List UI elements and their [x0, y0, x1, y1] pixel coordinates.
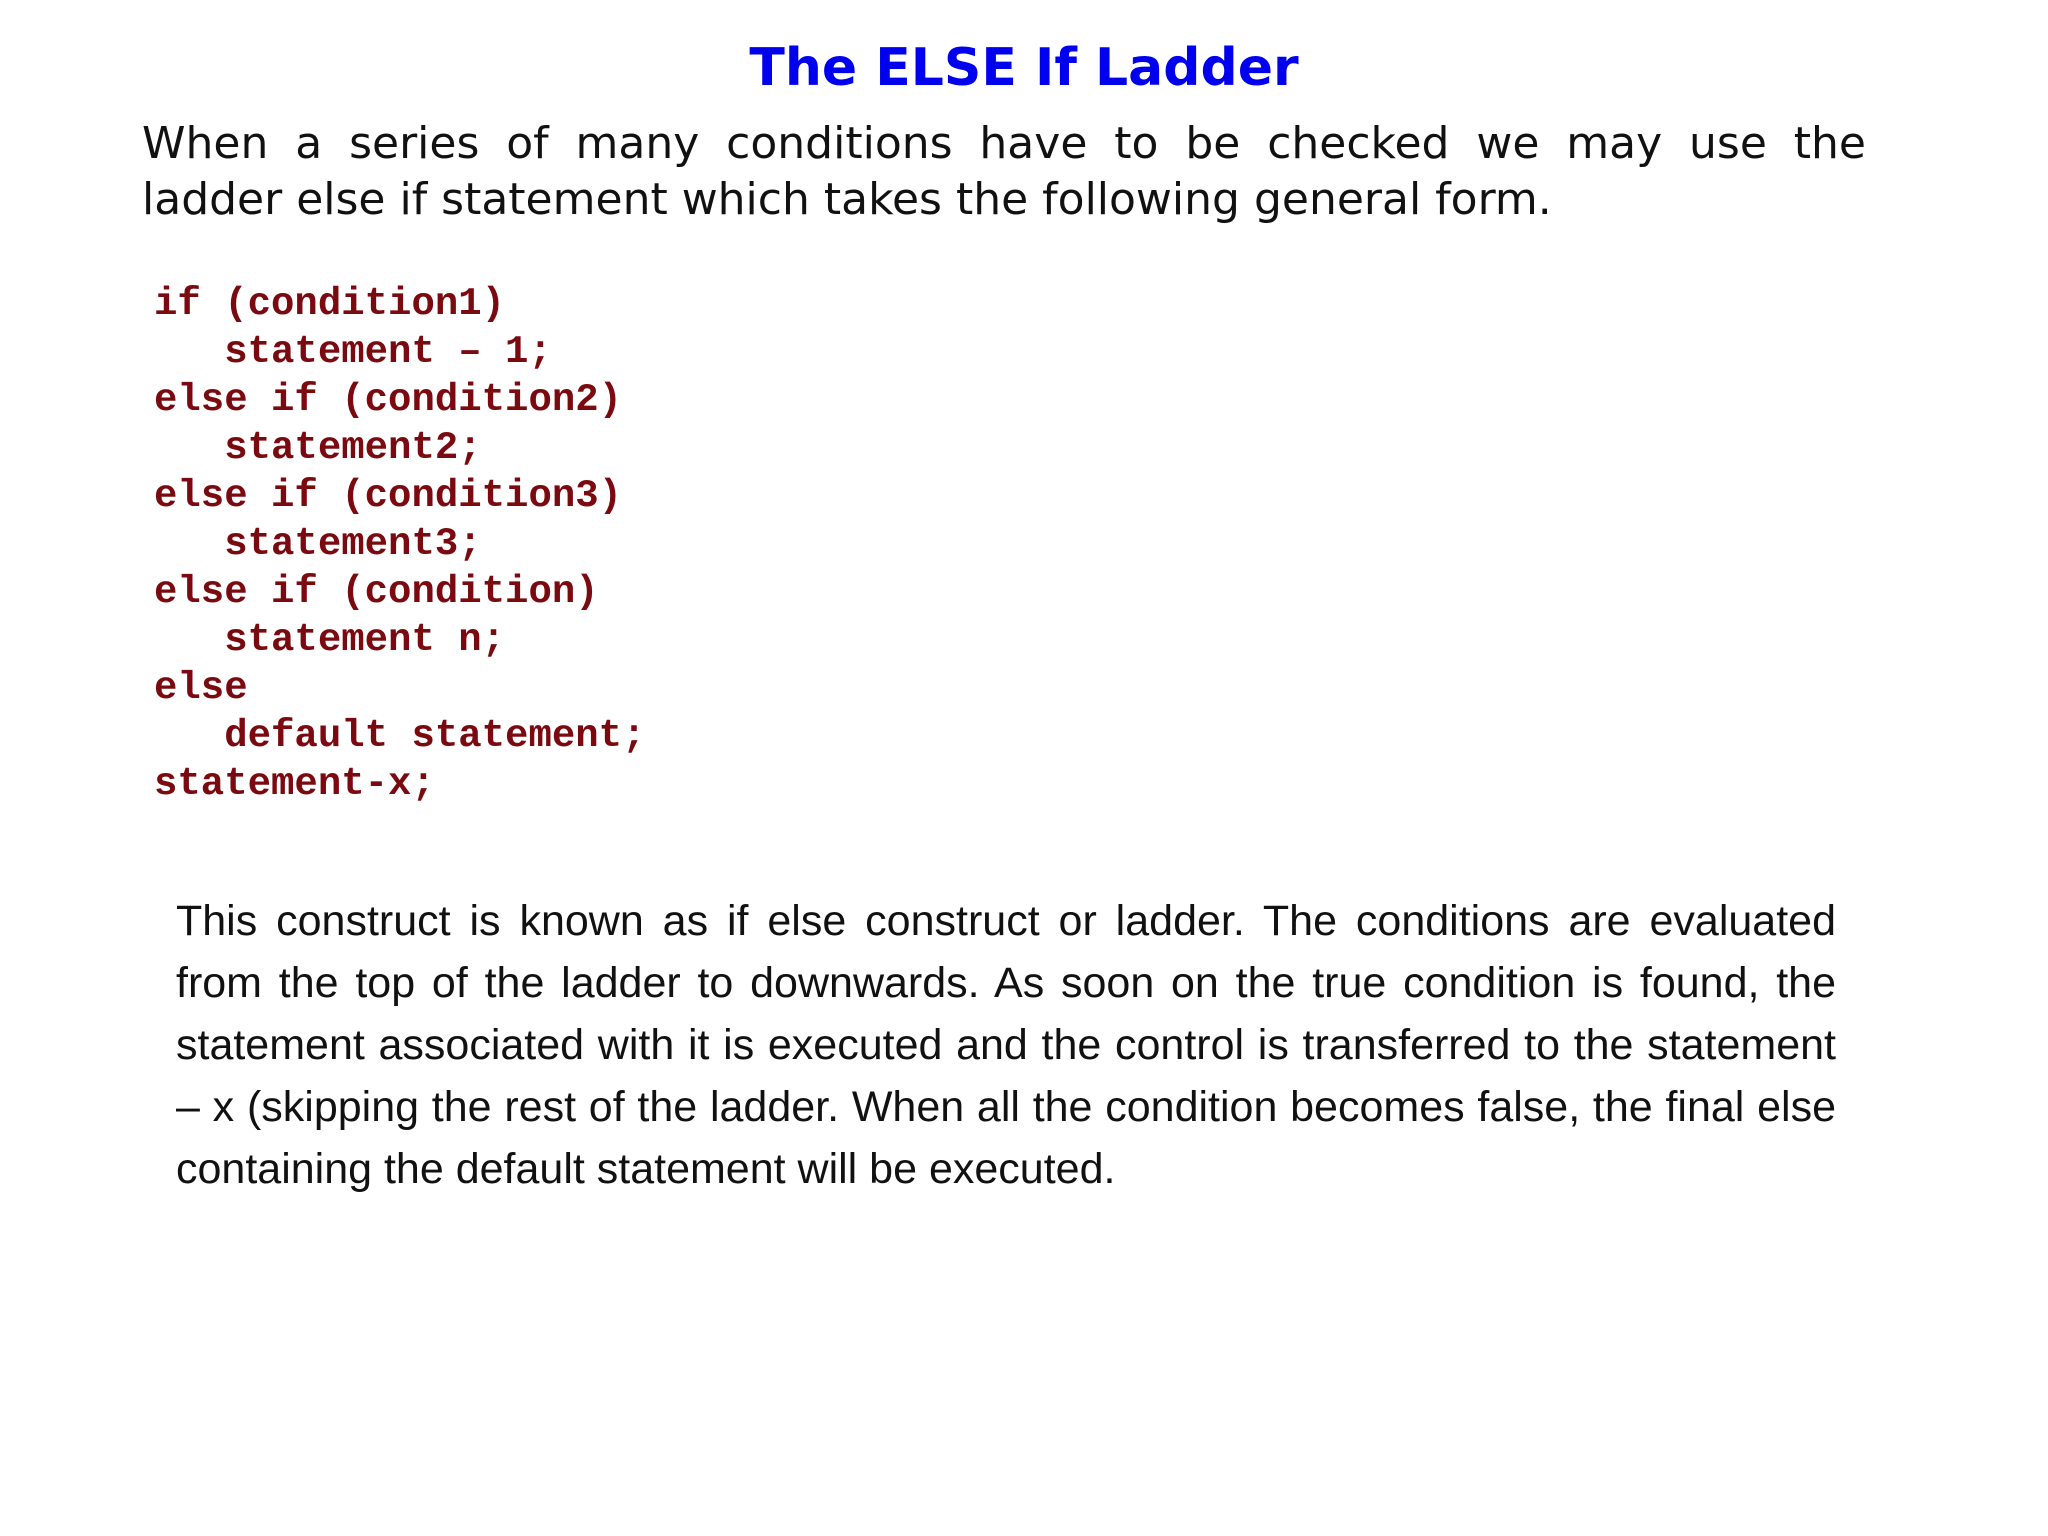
code-line: statement2;: [154, 426, 482, 470]
code-line: else: [154, 666, 248, 710]
code-line: statement-x;: [154, 762, 435, 806]
code-line: else if (condition3): [154, 474, 623, 518]
code-line: statement n;: [154, 618, 506, 662]
code-line: else if (condition2): [154, 378, 623, 422]
code-line: else if (condition): [154, 570, 599, 614]
intro-line-2: ladder else if statement which takes the following general form.: [142, 174, 1552, 225]
explanation-paragraph: This construct is known as if else construct or ladder. The conditions are evaluated from the top of the ladder to downwards. As soon on the true condition is found, the statement associated with it is executed and the control is transferred to the statement – x (skipping the rest of the ladder. When all the condition becomes false, the final else containing the default statement will be executed.: [176, 897, 1836, 1193]
intro-line-1: When a series of many conditions have to be checked we may use the: [142, 118, 1866, 169]
slide-title: The ELSE If Ladder: [749, 38, 1299, 98]
code-line: statement3;: [154, 522, 482, 566]
code-line: if (condition1): [154, 282, 506, 326]
code-line: statement – 1;: [154, 330, 552, 374]
code-block: [154, 280, 645, 808]
code-line: default statement;: [154, 714, 646, 758]
intro-paragraph: [142, 116, 1866, 228]
